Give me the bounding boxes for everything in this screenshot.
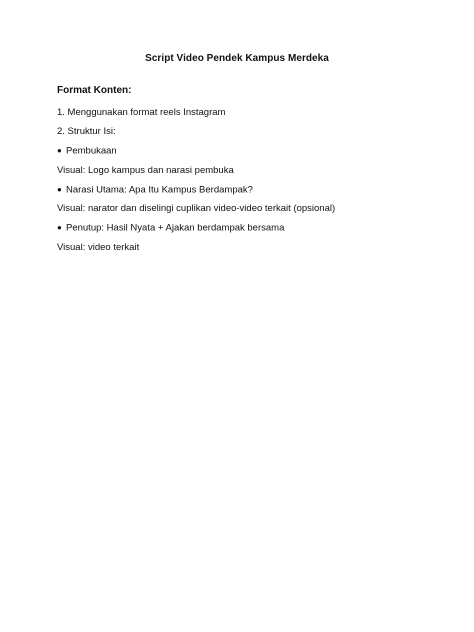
line-text: 2. Struktur Isi: xyxy=(57,126,116,137)
line-text: Visual: video terkait xyxy=(57,241,140,253)
line-text: Penutup: Hasil Nyata + Ajakan berdampak bersama xyxy=(66,222,285,234)
line-text: 1. Menggunakan format reels Instagram xyxy=(57,107,226,118)
line-text: Pembukaan xyxy=(66,145,117,157)
content-line xyxy=(57,242,437,254)
section-heading: Format Konten: xyxy=(57,85,132,96)
line-text: Narasi Utama: Apa Itu Kampus Berdampak? xyxy=(66,184,253,195)
bullet-icon: ● xyxy=(57,223,62,232)
document-title: Script Video Pendek Kampus Merdeka xyxy=(145,53,329,64)
line-text: Visual: narator dan diselingi cuplikan video-video terkait (opsional) xyxy=(57,203,336,214)
content-line xyxy=(57,203,437,215)
content-line xyxy=(57,165,437,177)
bullet-line xyxy=(57,145,437,158)
bullet-line xyxy=(57,184,437,197)
line-text: Visual: Logo kampus dan narasi pembuka xyxy=(57,164,234,176)
document-content xyxy=(57,85,437,261)
content-line xyxy=(57,107,437,119)
bullet-line xyxy=(57,222,437,235)
bullet-icon: ● xyxy=(57,146,62,155)
bullet-icon: ● xyxy=(57,184,62,194)
content-line xyxy=(57,126,437,138)
